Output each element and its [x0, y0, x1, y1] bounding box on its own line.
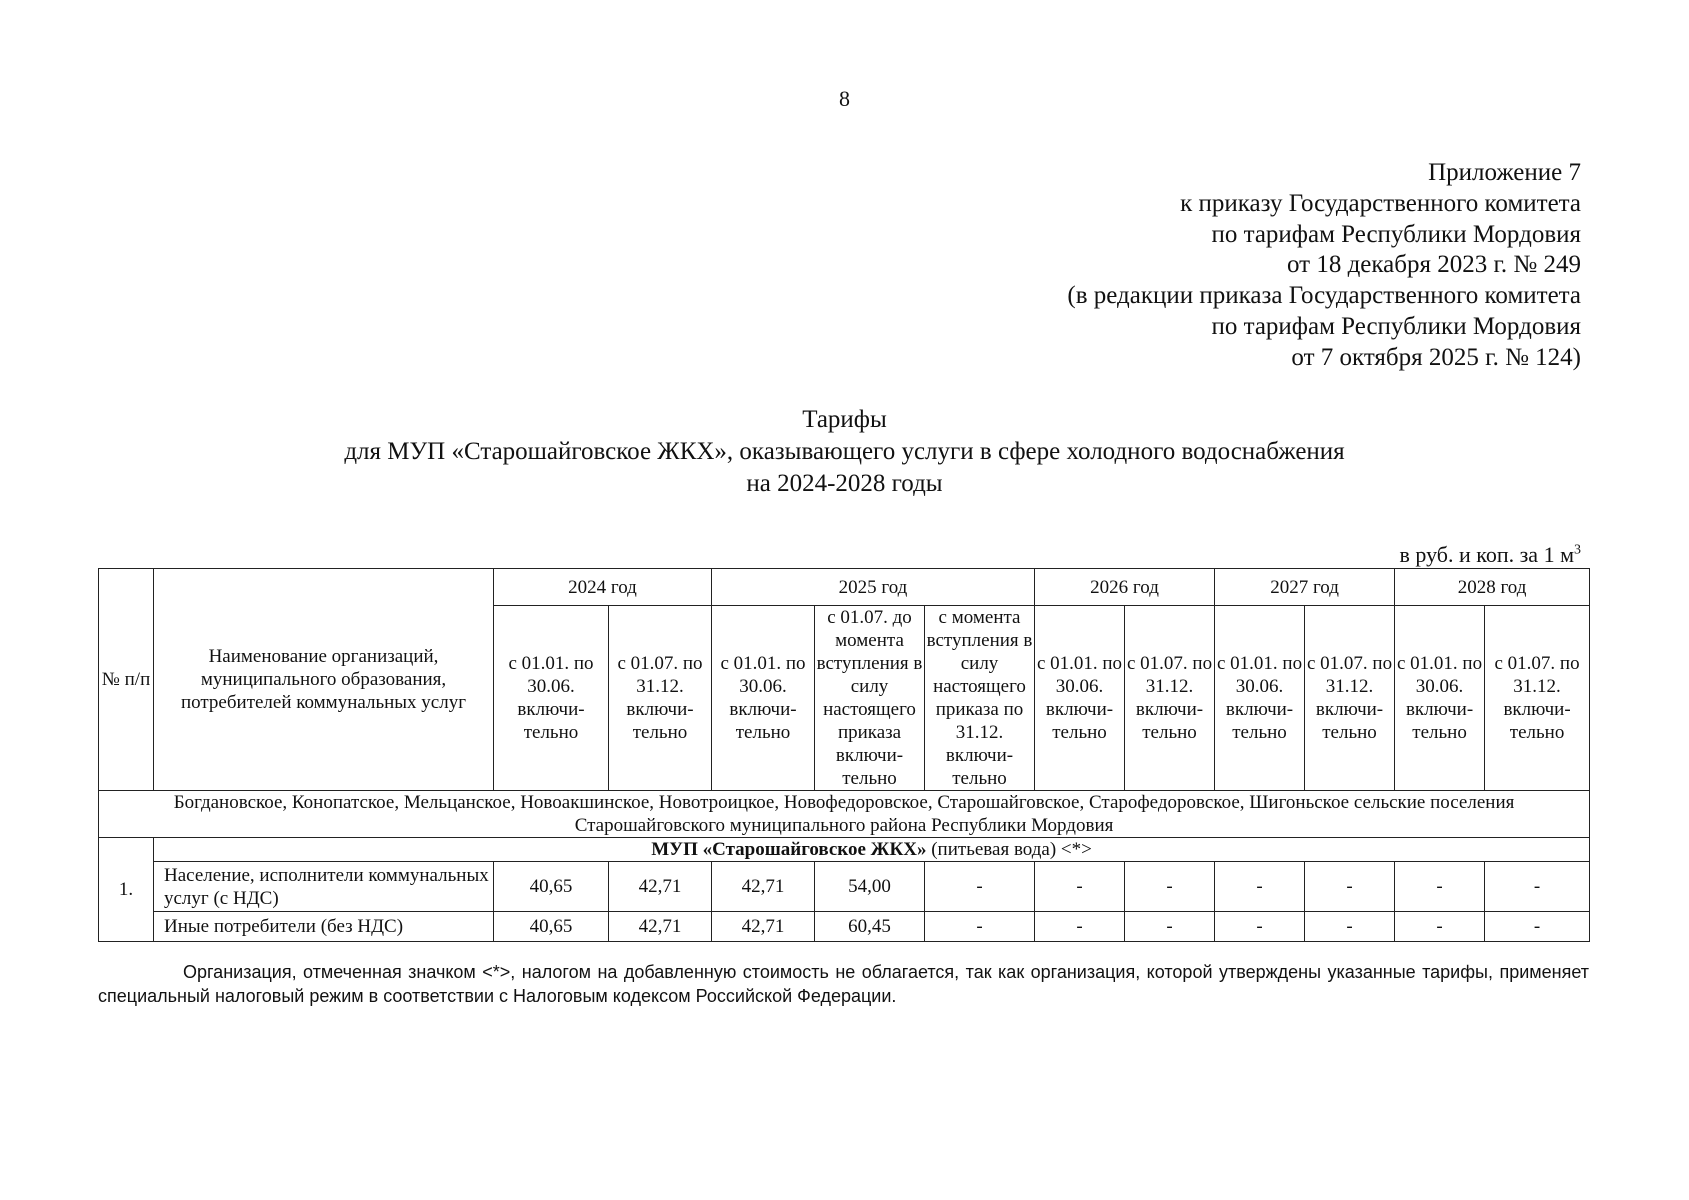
tariff-value: -	[1035, 912, 1125, 942]
tariff-value: 42,71	[712, 862, 815, 912]
tariff-table	[98, 568, 1590, 942]
consumer-label: Население, исполнители коммунальных услуг (с НДС)	[154, 862, 494, 912]
tariff-value: -	[1125, 912, 1215, 942]
header-period: с 01.07. до момента вступления в силу настоящего приказа включи-тельно	[815, 606, 925, 791]
title-line-3: на 2024-2028 годы	[746, 470, 943, 497]
header-year-2027: 2027 год	[1215, 569, 1395, 606]
appendix-line: к приказу Государственного комитета	[1180, 189, 1581, 217]
header-period: с момента вступления в силу настоящего приказа по 31.12. включи-тельно	[925, 606, 1035, 791]
title-line-2: для МУП «Старошайговское ЖКХ», оказывающего услуги в сфере холодного водоснабжения	[344, 438, 1345, 465]
header-period: с 01.01. по 30.06. включи-тельно	[1395, 606, 1485, 791]
header-year-2024: 2024 год	[494, 569, 712, 606]
header-period: с 01.01. по 30.06. включи-тельно	[712, 606, 815, 791]
unit-label	[1400, 542, 1582, 568]
header-year-2025: 2025 год	[712, 569, 1035, 606]
unit-text: в руб. и коп. за 1 м	[1399, 542, 1574, 567]
tariff-value: -	[1305, 862, 1395, 912]
header-number: № п/п	[99, 569, 154, 791]
appendix-line: по тарифам Республики Мордовия	[1211, 220, 1581, 248]
tariff-value: -	[1215, 912, 1305, 942]
tariff-value: -	[925, 912, 1035, 942]
row-number: 1.	[99, 838, 154, 942]
tariff-value: -	[1125, 862, 1215, 912]
tariff-value: -	[925, 862, 1035, 912]
header-period: с 01.07. по 31.12. включи-тельно	[1485, 606, 1590, 791]
document-title	[0, 404, 1689, 500]
tariff-value: 42,71	[712, 912, 815, 942]
tariff-value: -	[1395, 912, 1485, 942]
header-year-2026: 2026 год	[1035, 569, 1215, 606]
footnote: Организация, отмеченная значком <*>, налогом на добавленную стоимость не облагается, так как организация, которой утверждены указанные тарифы, применяет специальный налоговый режим в соответствии с Налоговым кодексом Российской Федерации.	[98, 962, 1589, 1006]
header-period: с 01.01. по 30.06. включи-тельно	[1215, 606, 1305, 791]
tariff-value: 40,65	[494, 912, 609, 942]
appendix-header	[1067, 158, 1581, 374]
appendix-line: от 18 декабря 2023 г. № 249	[1286, 251, 1581, 279]
tariff-value: -	[1395, 862, 1485, 912]
appendix-line: от 7 октября 2025 г. № 124)	[1291, 343, 1581, 371]
unit-superscript: 3	[1574, 542, 1581, 558]
appendix-line: по тарифам Республики Мордовия	[1211, 312, 1581, 340]
tariff-value: -	[1215, 862, 1305, 912]
tariff-value: -	[1035, 862, 1125, 912]
header-period: с 01.07. по 31.12. включи-тельно	[609, 606, 712, 791]
tariff-value: 60,45	[815, 912, 925, 942]
tariff-value: 42,71	[609, 862, 712, 912]
appendix-line: Приложение 7	[1428, 159, 1581, 186]
appendix-line: (в редакции приказа Государственного комитета	[1067, 282, 1581, 310]
header-period: с 01.01. по 30.06. включи-тельно	[494, 606, 609, 791]
tariff-value: -	[1305, 912, 1395, 942]
consumer-label: Иные потребители (без НДС)	[154, 912, 494, 942]
header-name: Наименование организаций, муниципального образования, потребителей коммунальных услуг	[154, 569, 494, 791]
org-name: МУП «Старошайговское ЖКХ»	[651, 839, 927, 860]
tariff-value: 42,71	[609, 912, 712, 942]
region-row: Богдановское, Конопатское, Мельцанское, Новоакшинское, Новотроицкое, Новофедоровское, Старошайговское, Старофедоровское, Шигоньское сельские поселения Старошайговского муниципального района Республики Мордовия	[99, 791, 1590, 838]
header-year-2028: 2028 год	[1395, 569, 1590, 606]
tariff-value: -	[1485, 862, 1590, 912]
tariff-value: -	[1485, 912, 1590, 942]
tariff-value: 40,65	[494, 862, 609, 912]
org-row	[154, 838, 1590, 862]
title-line-1: Тарифы	[802, 406, 887, 433]
header-period: с 01.07. по 31.12. включи-тельно	[1125, 606, 1215, 791]
org-note: (питьевая вода) <*>	[926, 839, 1092, 860]
header-period: с 01.07. по 31.12. включи-тельно	[1305, 606, 1395, 791]
page-number: 8	[839, 86, 850, 111]
tariff-value: 54,00	[815, 862, 925, 912]
header-period: с 01.01. по 30.06. включи-тельно	[1035, 606, 1125, 791]
